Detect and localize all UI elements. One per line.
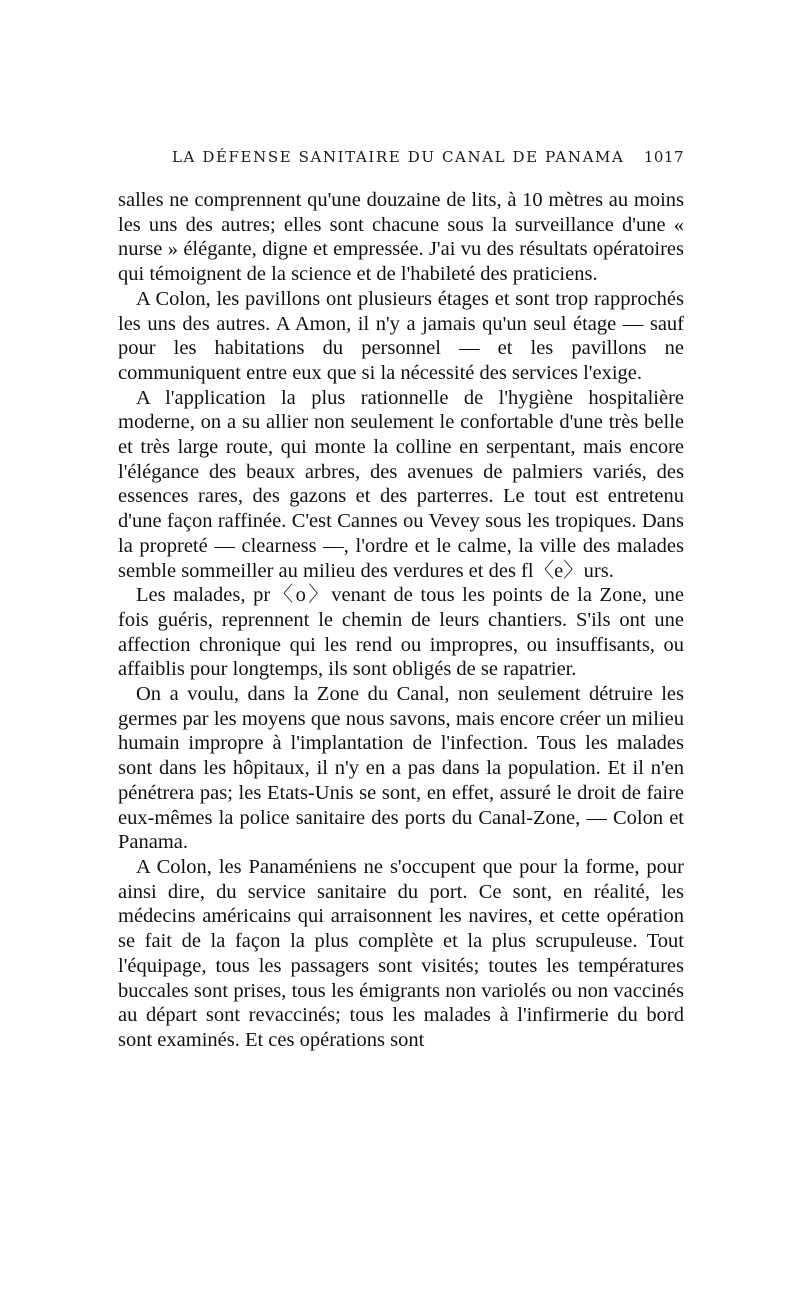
page-number: 1017 <box>643 148 684 166</box>
paragraph: A Colon, les Panaméniens ne s'occupent que pour la forme, pour ainsi dire, du service sanitaire du port. Ce sont, en réalité, les médecins américains qui arraisonnent les navires, et cette opération se fait de la façon la plus complète et la plus scrupuleuse. Tout l'équipage, tous les passagers sont visités; toutes les températures buccales sont prises, tous les émigrants non variolés ou non vaccinés au départ sont revaccinés; tous les malades à l'infirmerie du bord sont examinés. Et ces opérations sont <box>118 855 684 1051</box>
body-text <box>118 188 684 1053</box>
paragraph: On a voulu, dans la Zone du Canal, non seulement détruire les germes par les moyens que nous savons, mais encore créer un milieu humain impropre à l'implantation de l'infection. Tous les malades sont dans les hôpitaux, il n'y en a pas dans la population. Et il n'en pénétrera pas; les Etats-Unis se sont, en effet, assuré le droit de faire eux-mêmes la police sanitaire des ports du Canal-Zone, — Colon et Panama. <box>118 683 684 854</box>
running-title: LA DÉFENSE SANITAIRE DU CANAL DE PANAMA <box>172 148 625 166</box>
paragraph: Les malades, pr〈o〉venant de tous les points de la Zone, une fois guéris, reprennent le chemin de leurs chantiers. S'ils ont une affection chronique qui les rend ou impropres, ou insuffisants, ou affaiblis pour longtemps, ils sont obligés de se rapatrier. <box>118 584 684 681</box>
paragraph: A Colon, les pavillons ont plusieurs étages et sont trop rapprochés les uns des autres. A Amon, il n'y a jamais qu'un seul étage — sauf pour les habitations du personnel — et les pavillons ne communiquent entre eux que si la nécessité des services l'exige. <box>118 287 684 384</box>
running-header <box>118 148 684 170</box>
paragraph: A l'application la plus rationnelle de l'hygiène hospitalière moderne, on a su allier non seulement le confortable d'une très belle et très large route, qui monte la colline en serpentant, mais encore l'élégance des beaux arbres, des avenues de palmiers variés, des essences rares, des gazons et des parterres. Le tout est entretenu d'une façon raffinée. C'est Cannes ou Vevey sous les tropiques. Dans la propreté — clearness —, l'ordre et le calme, la ville des malades semble sommeiller au milieu des verdures et des fl〈e〉urs. <box>118 386 684 582</box>
paragraph-continued: salles ne comprennent qu'une douzaine de lits, à 10 mètres au moins les uns des autres; elles sont chacune sous la surveillance d'une « nurse » élégante, digne et empressée. J'ai vu des résultats opératoires qui témoignent de la science et de l'habileté des praticiens. <box>118 189 684 286</box>
